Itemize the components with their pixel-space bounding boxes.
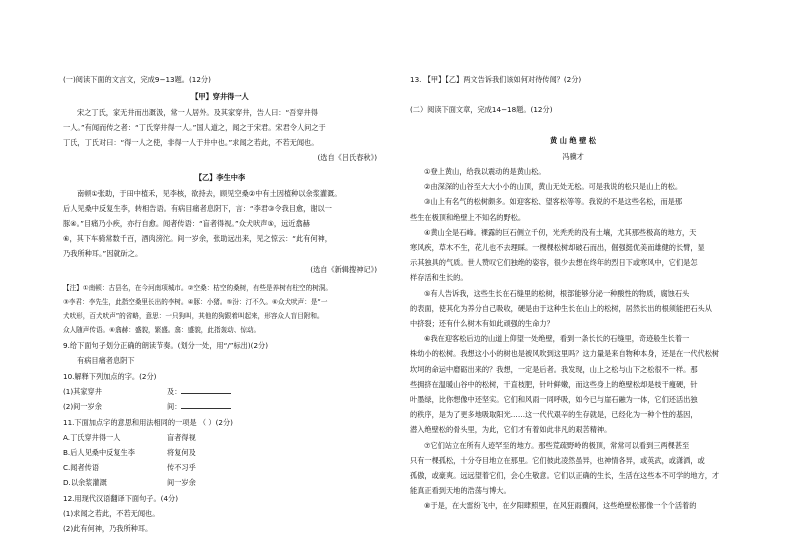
article-paragraph-line: ③山上有名气的松树颇多。如迎客松、望客松等等。我说的不是这些名松，而是那 (424, 197, 683, 207)
question-11-option[interactable]: C.闻者传语 传不习乎 (63, 463, 196, 472)
question-12: 12.用现代汉语翻译下面句子。(4分) (63, 494, 179, 503)
article-paragraph-line: 只有一棵孤松，十分夺目地立在那里。它们彼此凌然虽异，也神情各异，或英武，或潇洒，或 (410, 455, 705, 465)
question-10-item: (1)其家穿井 及： (63, 385, 377, 399)
answer-slot[interactable]: 及： (167, 385, 231, 399)
jia-title: 【甲】穿井得一人 (191, 92, 249, 101)
article-paragraph-line: ⑦它们站立在所有人迹罕至的地方。那些荒疏野岭的极顶，常常可以看到三两棵甚至 (424, 440, 690, 450)
jia-source: (选自《吕氏春秋》) (317, 153, 377, 162)
article-paragraph-line: ①登上黄山，给我以震动的是黄山松。 (424, 167, 546, 176)
question-10: 10.解释下列加点的字。(2分) (63, 372, 157, 381)
article-paragraph-line: ④黄山全是石峰。裸露的巨石侧立千仞，光秃秃的没有土壤，尤其那些极高的地方，天 (424, 227, 697, 237)
question-9-sentence: 有病目痛者息阴下 (77, 356, 135, 365)
question-11-option[interactable]: D.以余浆灌溉 间一岁余 (63, 478, 196, 487)
question-13: 13. 【甲】【乙】两文告诉我们该如何对待传闻？(2分) (410, 75, 582, 84)
article-paragraph-line: 样存活和生长的。 (410, 273, 468, 283)
article-paragraph-line: ⑧于是，在大雷纷飞中，在夕阳肆照里，在风狂雨骤间，这些绝壁松都像一个个活着的 (424, 501, 697, 511)
yi-line: 乃我所种耳。”因就斫之。 (63, 249, 143, 258)
yi-title: 【乙】李生中李 (194, 173, 246, 182)
jia-line: 一人。”有闻而传之者：“丁氏穿井得一人。”国人道之，闻之于宋君。宋君令人问之于 (63, 123, 326, 132)
article-paragraph-line: 叶墨绿，比你想像中还坚实。它们和风雨一同呼吸，如今已与崖石融为一体，它们还活出独 (410, 395, 698, 404)
question-11: 11.下面加点字的意思和用法相同的一项是 （ ）(2分) (63, 418, 233, 427)
question-10-item: (2)间一岁余 间： (63, 400, 377, 414)
yi-line: 南顿①张助，于田中植禾，见李核，欲持去，顾见空桑②中有土因植种以余浆灌溉。 (77, 189, 342, 198)
article-paragraph-line: 孤傲，或豪爽。远远望着它们，会心生敬意。它们以正确的生长，生活在这些本不可学的地方，才 (410, 471, 720, 480)
jia-line: 宋之丁氏，家无井而出溉汲，常一人居外。及其家穿井，告人曰：“吾穿井得 (77, 108, 318, 117)
article-paragraph-line: 坎坷的命运中磨砺出来的？我想，一定是后者。我发现，山上之松与山下之松很不一样。那 (410, 364, 698, 374)
article-paragraph-line: 示其独具的气质。世人赞叹它们独绝的姿容，很少去想在终年的烈日下或寒风中，它们是怎 (410, 258, 698, 268)
yi-line: ⑥，其下车骑常数千百，酒肉滂沱。间一岁余，张助远出来，见之惊云：“此有何神， (63, 234, 332, 243)
article-author: 冯骥才 (562, 152, 584, 161)
question-12-item: (2)此有何神，乃我所种耳。 (63, 524, 153, 533)
article-paragraph-line: 中挤裂；还有什么树木有如此顽强的生命力？ (410, 319, 554, 328)
article-paragraph-line: 的表面，使其化为养分自己吸收，硬是由于这种生长在山上的松树，居然长出的根须能把石头从 (410, 303, 712, 313)
note-line: 犬吠形，百犬吠声”的省略，意思：一只狗叫，其他的狗跟着叫起来，形容众人盲目附和。 (63, 312, 324, 320)
article-title: 黄 山 绝 壁 松 (550, 136, 596, 145)
article-paragraph-line: 寒风疾，草木不生，花儿也不去理睬。一棵棵松树却破石而出，倔强挺优美而雄健的长臂，显 (410, 243, 705, 252)
yi-source: (选自《新辑搜神记》) (310, 265, 377, 274)
note-line: 【注】①南顿：古县名，在今河南项城市。②空桑：枯空的桑树，有些是养树有柱空的树洞。 (63, 284, 332, 292)
section-2-heading: (二）阅读下面文章，完成14−18题。(12分) (410, 105, 553, 114)
question-12-item: (1)求闻之若此，不若无闻也。 (63, 509, 160, 518)
yi-line: 后人见桑中反复生李，转相告语。有病目痛者息阴下，言：“李君③令我目愈，谢以一 (63, 204, 332, 213)
note-line: 众人随声传语。⑥翕赫：盛貌，繁盛。翕：盛貌，此指轰动、惊动。 (63, 326, 261, 334)
section-1-heading: (一)阅读下面的文言文，完成9−13题。(12分) (63, 75, 211, 84)
article-paragraph-line: 株幼小的松树。我想这小小的树也是被风吹到这里吗？这力量是来自物种本身，还是在一代代松树 (410, 349, 720, 359)
answer-slot[interactable]: 间： (167, 400, 231, 414)
question-11-option[interactable]: A.丁氏穿井得一人 盲者得视 (63, 433, 196, 442)
article-paragraph-line: ⑥我在迎客松后边的山道上仰望一处绝壁，看到一条长长的石缝里，奇迹般生长着一 (424, 334, 690, 344)
jia-line: 丁氏，丁氏对曰：“得一人之使，非得一人于井中也。”求闻之若此，不若无闻也。 (63, 138, 319, 147)
yi-line: 豚④。”目痛乃小疾，亦行自愈。闻者传语：“盲者得视。”众犬吠声⑤，远近翕赫 (63, 219, 310, 228)
article-paragraph-line: 些拥挤在温暖山谷中的松树，干直枝肥，针叶鲜嫩，而这些身上的绝壁松却是枝干瘦硬，针 (410, 379, 698, 389)
article-paragraph-line: 潜入绝壁松的骨头里，为此，它们才有着如此非凡的艰苦精神。 (410, 425, 612, 435)
question-11-option[interactable]: B.后人见桑中反复生李 将复何及 (63, 448, 196, 457)
note-line: ③李君：李先生，此指空桑里长出的李树。④豚：小猪。⑤汾：汀不久。⑥众犬吠声：是“一 (63, 298, 328, 306)
article-paragraph-line: 些生在极顶和绝壁上不知名的野松。 (410, 212, 526, 222)
article-paragraph-line: ⑤有人告诉我，这些生长在石缝里的松树，根部能够分泌一种酸性的物质，腐蚀石头 (424, 288, 690, 298)
article-paragraph-line: ②由深深的山谷至大大小小的山顶，黄山无处无松。可是我说的松只是山上的松。 (424, 182, 683, 192)
article-paragraph-line: 的秩序，是为了更多地吸取阳光……这一代代艰辛的生存就是，已经化为一种个性的基因， (410, 410, 698, 420)
question-9: 9.给下面句子划分正确的朗读节奏。(划分一处，用“/”标出)(2分) (63, 341, 269, 350)
article-paragraph-line: 能真正看到天地的浩荡与博大。 (410, 486, 511, 496)
